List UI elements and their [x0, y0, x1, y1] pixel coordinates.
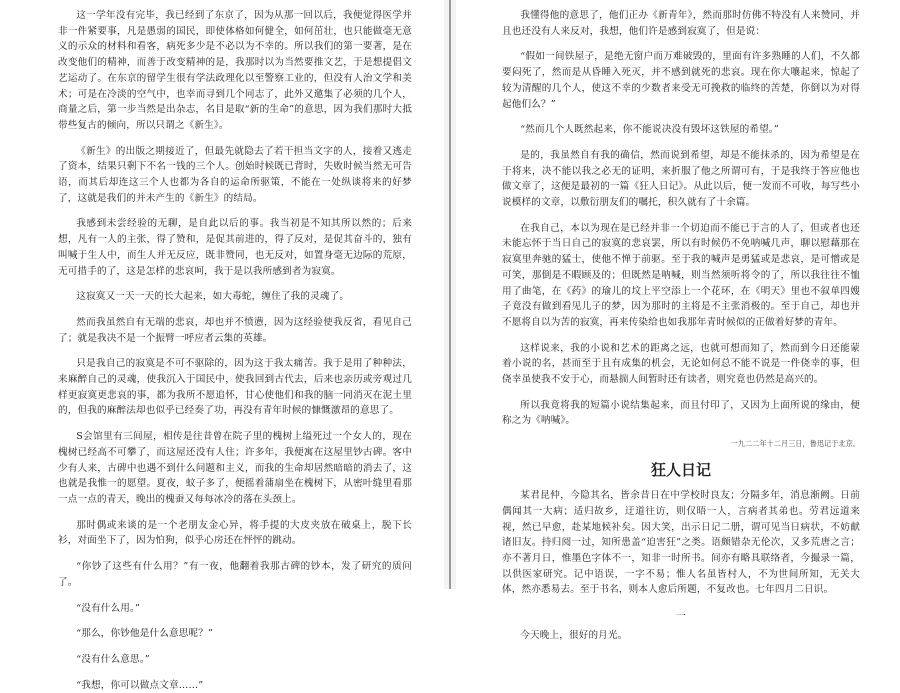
paragraph: 只是我自己的寂寞是不可不驱除的，因为这于我太痛苦。我于是用了种种法，来麻醉自己的灵魂，使我沉入于国民中，使我回到古代去，后来也亲历或旁观过几样更寂寞更悲哀的事，都为我所不愿追怀，甘心使他们和我的脑一同消灭在泥土里的，但我的麻醉法却也似乎已经奏了功，再没有青年时候的慷慨激昂的意思了。	[58, 358, 412, 417]
paragraph: 这一学年没有完毕，我已经到了东京了，因为从那一回以后，我便觉得医学并非一件紧要事，凡是愚弱的国民，即使体格如何健全，如何茁壮，也只能做毫无意义的示众的材料和看客，病死多少是不必以为不幸的。所以我们的第一要著，是在改变他们的精神，而善于改变精神的是，我那时以为当然要推文艺，于是想提倡文艺运动了。在东京的留学生很有学法政理化以至警察工业的，但没有人治文学和美术；可是在冷淡的空气中，也幸而寻到几个同志了，此外又邀集了必须的几个人，商量之后，第一步当然是出杂志，名目是取“新的生命”的意思，因为我们那时大抵带些复古的倾向，所以只谓之《新生》。	[58, 10, 412, 131]
paragraph: “我想，你可以做点文章……”	[76, 679, 204, 691]
right-page	[456, 0, 900, 642]
page-divider[interactable]	[444, 0, 456, 589]
paragraph: 《新生》的出版之期接近了，但最先就隐去了若干担当文字的人，接着又逃走了资本，结果只剩下不名一钱的三个人。创始时候既已背时，失败时候当然无可告语，而其后却连这三个人也都为各自的运命所驱策，不能在一处纵谈将来的好梦了，这就是我们的并未产生的《新生》的结局。	[58, 145, 412, 204]
left-page	[0, 0, 444, 691]
paragraph: “没有什么意思。”	[76, 653, 150, 665]
paragraph: 那时偶或来谈的是一个老朋友金心异，将手提的大皮夹放在破桌上，脱下长衫，对面坐下了，因为怕狗，似乎心房还在怦怦的跳动。	[58, 519, 412, 547]
paragraph: “没有什么用。”	[76, 602, 141, 614]
paragraph: 是的，我虽然自有我的确信，然而说到希望，却是不能抹杀的，因为希望是在于将来，决不能以我之必无的证明，来折服了他之所谓可有，于是我终于答应他也做文章了，这便是最初的一篇《狂人日记》。从此以后，便一发而不可收，每写些小说模样的文章，以敷衍朋友们的嘱托，积久就有了十余篇。	[502, 149, 860, 209]
signature-line: 一九二二年十二月三日，鲁迅记于北京。	[730, 439, 860, 449]
divider-line	[449, 0, 451, 589]
story-intro: 某君昆仲，今隐其名，皆余昔日在中学校时良友；分隔多年，消息渐阙。日前偶闻其一大病；适归故乡，迂道往访，则仅晤一人，言病者其弟也。劳君远道来视，然已早愈，赴某地候补矣。因大笑，出示日记二册，谓可见当日病状，不妨献诸旧友。持归阅一过，知所患盖“迫害狂”之类。语颇错杂无伦次，又多荒唐之言；亦不著月日，惟墨色字体不一，知非一时所书。间亦有略具联络者，今撮录一篇，以供医家研究。记中语误，一字不易；惟人名虽皆村人，不为世间所知，无关大体，然亦悉易去。至于书名，则本人愈后所题，不复改也。七年四月二日识。	[502, 490, 860, 596]
paragraph: 我感到未尝经验的无聊，是自此以后的事。我当初是不知其所以然的；后来想，凡有一人的主张，得了赞和，是促其前进的，得了反对，是促其奋斗的，独有叫喊于生人中，而生人并无反应，既非赞同，也无反对，如置身毫无边际的荒原，无可措手的了，这是怎样的悲哀呵，我于是以我所感到者为寂寞。	[58, 218, 412, 277]
paragraph: “那么，你钞他是什么意思呢？”	[76, 628, 214, 640]
paragraph: 所以我竟将我的短篇小说结集起来，而且付印了，又因为上面所说的缘由，便称之为《呐喊》。	[502, 399, 860, 427]
paragraph: 我懂得他的意思了，他们正办《新青年》，然而那时仿佛不特没有人来赞同，并且也还没有人来反对，我想，他们许是感到寂寞了，但是说：	[502, 10, 860, 37]
paragraph: 这样说来，我的小说和艺术的距离之远，也就可想而知了，然而到今日还能蒙着小说的名，甚而至于且有成集的机会，无论如何总不能不说是一件侥幸的事，但侥幸虽使我不安于心，而悬揣人间暂时还有读者，则究竟也仍然是高兴的。	[502, 342, 860, 386]
paragraph: S会馆里有三间屋，相传是往昔曾在院子里的槐树上缢死过一个女人的，现在槐树已经高不可攀了，而这屋还没有人住；许多年，我便寓在这屋里钞古碑。客中少有人来，古碑中也遇不到什么问题和主义，而我的生命却居然暗暗的消去了，这也就是我惟一的愿望。夏夜，蚊子多了，便摇着蒲扇坐在槐树下，从密叶缝里看那一点一点的青天，晚出的槐蚕又每每冰冷的落在头颈上。	[58, 431, 412, 505]
section-number: 一	[676, 611, 686, 623]
paragraph: 然而我虽然自有无端的悲哀，却也并不愤懑，因为这经验使我反省，看见自己了；就是我决不是一个振臂一呼应者云集的英雄。	[58, 316, 412, 344]
paragraph: 在我自己，本以为现在是已经并非一个切迫而不能已于言的人了，但或者也还未能忘怀于当日自己的寂寞的悲哀罢，所以有时候仍不免呐喊几声，聊以慰藉那在寂寞里奔驰的猛士，使他不惮于前驱。至于我的喊声是勇猛或是悲哀，是可憎或是可笑，那倒是不暇顾及的；但既然是呐喊，则当然须听将令的了，所以我往往不恤用了曲笔，在《药》的瑜儿的坟上平空添上一个花环，在《明天》里也不叙单四嫂子竟没有做到看见儿子的梦，因为那时的主将是不主张消极的。至于自己，却也并不愿将自以为苦的寂寞，再来传染给也如我那年青时候似的正做着好梦的青年。	[502, 222, 860, 328]
first-line: 今天晚上，很好的月光。	[520, 630, 628, 642]
story-title: 狂人日记	[650, 461, 711, 480]
paragraph: “假如一间铁屋子，是绝无窗户而万难破毁的，里面有许多熟睡的人们，不久都要闷死了，然而是从昏睡入死灭，并不感到就死的悲哀。现在你大嚷起来，惊起了较为清醒的几个人，使这不幸的少数者来受无可挽救的临终的苦楚，你倒以为对得起他们么？”	[502, 51, 860, 110]
paragraph: “你钞了这些有什么用？”有一夜，他翻着我那古碑的钞本，发了研究的质问了。	[58, 561, 412, 588]
paragraph: “然而几个人既然起来，你不能说决没有毁坏这铁屋的希望。”	[520, 124, 779, 136]
paragraph: 这寂寞又一天一天的长大起来，如大毒蛇，缠住了我的灵魂了。	[76, 291, 350, 303]
